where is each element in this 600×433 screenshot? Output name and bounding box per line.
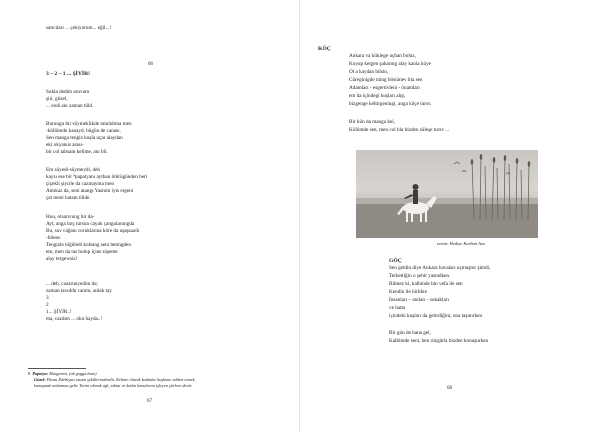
stanza2-line3: Sen manga tengiz kuşla uçar alaydan: [46, 135, 123, 141]
title-koch: KÖÇ: [318, 46, 331, 52]
stanza3-line1: Em süyedi-süymeydi, deh: [46, 167, 101, 173]
stanza4-line2: Ayt, anga tınç tursun cayak çangularungda: [46, 221, 135, 227]
r-stanza4-line1: Bir gün de bana gel,: [389, 330, 431, 336]
r-stanza3-line2: Terkettiğin o şehir yastadken.: [389, 273, 451, 279]
r-stanza1-line7: bizgenge keltirgeningi, anga köçe tursv.: [349, 101, 432, 107]
stanza3-line5: çat meni hatam tülde.: [46, 195, 91, 201]
r-stanza2-line2: Kölümde sen, men col bla bizden süleşe tursv ...: [349, 127, 450, 133]
stanza4-line1: Hou, olsarıvung bir da-: [46, 214, 95, 220]
title-goc: GÖÇ: [389, 258, 402, 264]
r-stanza3-line5: İnsanları – anıları - sokakları: [389, 297, 449, 303]
stanza3-line2: kaysı ese bir ⁸papatyanı aythan ötürügünden beri: [46, 174, 148, 180]
stanza5-line6: ma, cazdım ... oku hayda..!: [46, 316, 103, 322]
page-number-67: 67: [147, 399, 152, 404]
stanza4-line6: em, men da tas bolup içine tüşeme: [46, 249, 118, 255]
r-stanza2-line1: Bir kün da manga kel,: [349, 119, 395, 125]
footnote-text-papatya: Margarita, (ak gogga hanı): [49, 371, 97, 376]
stanza4-line5: Tengizle töğüledi kolsang seni betingden: [46, 242, 131, 248]
top-line: satıcıları ... çekiyorum... eğil...!: [46, 25, 112, 31]
stanza2-line2: -köllümde kanayd, bügün de canası.: [46, 128, 121, 134]
r-stanza3-line6: ve hatta: [389, 305, 406, 311]
r-stanza4-line2: Kalbimde seni, ben rüzgârla bizden konuşurken: [389, 338, 489, 344]
r-stanza3-line3: Bilmez ki, kalbinde bin vefa ile sen: [389, 281, 463, 287]
footnote-rule: [28, 368, 86, 369]
stanza1-line3: ... endi anı zaman tüld.: [46, 103, 94, 109]
stanza3-line3: çiçekli şiyirle da cazmayma men: [46, 181, 114, 187]
painting-rider-image: [356, 150, 538, 238]
r-stanza1-line6: em da içindegi kuşları alıp,: [349, 93, 406, 99]
footnote-text-guzel: Divan Edebiyatı nazım şekillerindendir. Kelime olarak kadınlar kuşkane sohbet etmek,: [46, 377, 196, 382]
stanza2-line4: eki okyanus arası-: [46, 142, 84, 148]
footnote-number: 8: [28, 371, 31, 376]
stanza4-line3: Bu, suv cağanı coruklarına köre da uşaşsazdı: [46, 228, 140, 234]
marker-66: 66: [148, 62, 153, 67]
stanza2-line1: Burungu bir süymeklikde tutulubma men: [46, 121, 132, 127]
photo-caption: resim: Hediye Kurban Ava: [437, 241, 485, 246]
r-stanza3-line1: Sen geldin diye Ankara havaları uçmuştur şimdi,: [389, 265, 491, 271]
r-stanza1-line1: Ankara va küklege uçhan boluz,: [349, 53, 416, 59]
r-stanza1-line4: Cüreginigde ming bösümev bla sen: [349, 77, 423, 83]
book-spine: [299, 0, 300, 433]
stanza2-line5: bir col tabsam kelime, anı bil.: [46, 149, 108, 155]
stanza5-line5: 1... ŞİYİR..!: [46, 309, 72, 315]
r-stanza3-line7: içindeki kuşları da getirdiğini, ona taşınırken: [389, 313, 483, 319]
stanza5-line1: ... deb, cazarunyedim da;: [46, 281, 98, 287]
page-number-68: 68: [447, 386, 452, 391]
stanza3-line4: Antıkaz da, seni atangı Yasmin iyis ergeni: [46, 188, 134, 194]
r-stanza1-line3: Ol a kaydan bilsin,: [349, 69, 389, 75]
stanza5-line3: 3: [46, 295, 49, 301]
stanza4-line4: -bilese.: [46, 235, 62, 241]
footnote-term-papatya: Papatya:: [32, 371, 49, 376]
r-stanza1-line5: Adamları - esgertivleni - önamları: [349, 85, 420, 91]
r-stanza1-line2: Koyup ketgen şaharıng alay kanla küye: [349, 61, 431, 67]
stanza1-line1: Sokla dedim aruvum: [46, 89, 90, 95]
poem-heading: 3 – 2 – 1 ... ŞİYİR!: [46, 71, 90, 77]
footnote-term-guzel: Güzel:: [34, 377, 46, 382]
stanza5-line2: zaman tavuldu canım, anlak tay: [46, 288, 112, 294]
stanza5-line4: 2: [46, 302, 49, 308]
stanza1-line2: şiir, güzel,: [46, 96, 68, 102]
footnote-line3: konuşmak anlamına gelir. Terim olarak aşk, tabiat ve kadın konularını işleyen şiirlere denir.: [34, 383, 193, 388]
stanza4-line7: alay tergewsiz!: [46, 256, 78, 262]
r-stanza3-line4: Kendin ile birlikte: [389, 289, 428, 295]
